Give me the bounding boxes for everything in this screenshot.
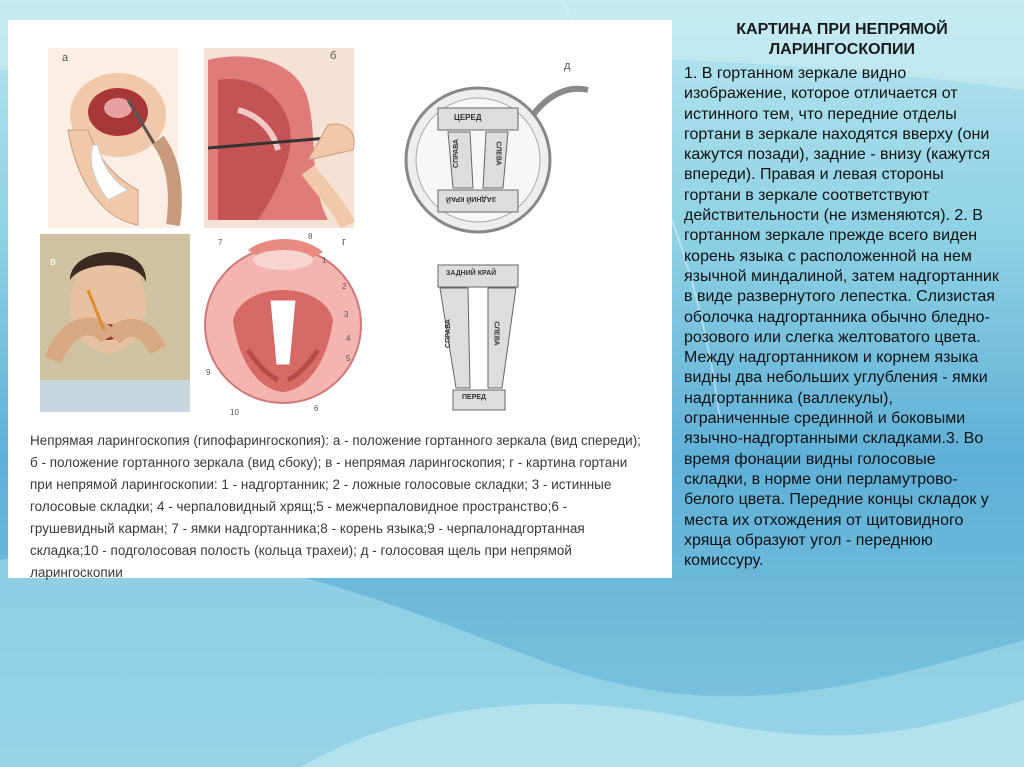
callout-1: 1 [322, 256, 327, 265]
callout-2: 2 [342, 282, 347, 291]
panel-b-side-view [204, 48, 354, 228]
mirror-top-right-label: СПРАВА [452, 139, 460, 168]
label-v: в [50, 256, 56, 268]
mirror-top-back-label: ЗАДНИЙ КРАЙ [446, 195, 497, 202]
figure-panel [8, 20, 672, 578]
callout-9: 9 [206, 368, 211, 377]
callout-6: 6 [314, 404, 319, 413]
callout-5: 5 [346, 354, 351, 363]
callout-10: 10 [230, 408, 239, 417]
label-d: д [564, 60, 571, 72]
laryngoscopy-illustrations [8, 20, 672, 420]
panel-v-photo [40, 234, 190, 412]
mirror-bottom-right-label: СПРАВА [444, 319, 452, 348]
text-column [684, 20, 1000, 571]
panel-g-larynx-view [205, 239, 361, 403]
mirror-bottom-front-label: ПЕРЕД [462, 394, 487, 401]
label-a: а [62, 52, 69, 64]
mirror-bottom-left-label: СЛЕВА [492, 321, 500, 346]
mirror-top-front-label: ЦЕРЕД [454, 113, 482, 122]
mirror-top-left-label: СЛЕВА [494, 141, 502, 166]
figure-caption: Непрямая ларингоскопия (гипофарингоскопия): а - положение гортанного зеркала (вид спереди); б - положение гортанного зеркала (вид сбоку); в - непрямая ларингоскопия; г - картина гортани при непрямой ларингоскопии: 1 - надгортанник; 2 - ложные голосовые складки; 3 - истинные голосовые складки; 4 - черпаловидный хрящ;5 - межчерпаловидное пространство;6 - грушевидный карман; 7 - ямки надгортанника;8 - корень языка;9 - черпалонадгортанная складка;10 - подголосовая полость (кольца трахеи); д - голосовая щель при непрямой ларингоскопии [30, 433, 641, 580]
label-g: г [342, 236, 347, 248]
slide-heading: КАРТИНА ПРИ НЕПРЯМОЙ ЛАРИНГОСКОПИИ [736, 21, 948, 58]
mirror-bottom-back-label: ЗАДНИЙ КРАЙ [446, 270, 497, 277]
callout-8: 8 [308, 232, 313, 241]
slide-body-text: 1. В гортанном зеркале видно изображение, которое отличается от истинного тем, что передние отделы гортани в зеркале находятся вверху (они кажутся позади), задние - внизу (кажутся впереди). Правая и левая стороны гортани в зеркале соответствуют действительности (не изменяются). 2. В гортанном зеркале прежде всего виден корень языка с расположенной на нем язычной миндалиной, затем надгортанник в виде развернутого лепестка. Слизистая оболочка надгортанника обычно бледно-розового или слегка желтоватого цвета. Между надгортанником и корнем языка видны два небольших углубления - ямки надгортанника (валлекулы), ограниченные срединной и боковыми язычно-надгортанными складками.3. Во время фонации видны голосовые складки, в норме они перламутрово-белого цвета. Передние концы складок у места их отхождения от щитовидного хряща образуют угол - переднюю комиссуру. [684, 65, 999, 570]
callout-7: 7 [218, 238, 223, 247]
callout-3: 3 [344, 310, 349, 319]
callout-4: 4 [346, 334, 351, 343]
panel-a-front-view [48, 48, 178, 228]
label-b: б [330, 50, 337, 62]
